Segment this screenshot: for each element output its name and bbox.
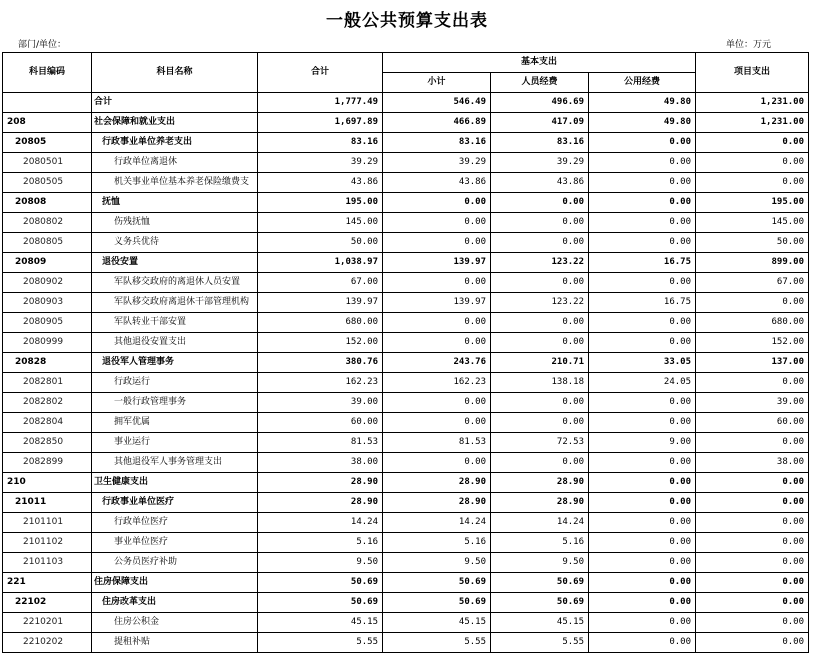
subtotal-cell[interactable]: 162.23 <box>383 373 491 393</box>
personnel-cell[interactable]: 43.86 <box>491 173 589 193</box>
table-row[interactable] <box>3 293 809 313</box>
public-cell[interactable]: 0.00 <box>589 413 696 433</box>
project-cell[interactable]: 145.00 <box>696 213 809 233</box>
subtotal-cell[interactable]: 0.00 <box>383 313 491 333</box>
subtotal-cell[interactable]: 0.00 <box>383 453 491 473</box>
subtotal-cell[interactable]: 14.24 <box>383 513 491 533</box>
public-cell[interactable]: 0.00 <box>589 593 696 613</box>
table-row[interactable] <box>3 213 809 233</box>
public-cell[interactable]: 0.00 <box>589 233 696 253</box>
total-cell[interactable]: 195.00 <box>258 193 383 213</box>
code-cell[interactable]: 2080805 <box>3 233 92 253</box>
total-cell[interactable]: 152.00 <box>258 333 383 353</box>
name-cell[interactable]: 其他退役安置支出 <box>92 333 258 353</box>
table-row[interactable] <box>3 253 809 273</box>
name-cell[interactable]: 伤残抚恤 <box>92 213 258 233</box>
name-cell[interactable]: 退役安置 <box>92 253 258 273</box>
personnel-cell[interactable]: 83.16 <box>491 133 589 153</box>
total-cell[interactable]: 39.00 <box>258 393 383 413</box>
personnel-cell[interactable]: 0.00 <box>491 233 589 253</box>
project-cell[interactable]: 0.00 <box>696 553 809 573</box>
total-cell[interactable]: 28.90 <box>258 493 383 513</box>
name-cell[interactable]: 军队转业干部安置 <box>92 313 258 333</box>
table-row[interactable] <box>3 273 809 293</box>
name-cell[interactable]: 义务兵优待 <box>92 233 258 253</box>
page-title: 一般公共预算支出表 <box>326 11 488 31</box>
subtotal-cell[interactable]: 28.90 <box>383 493 491 513</box>
subtotal-cell[interactable]: 0.00 <box>383 213 491 233</box>
subtotal-cell[interactable]: 50.69 <box>383 593 491 613</box>
header-code[interactable]: 科目编码 <box>3 53 92 93</box>
header-subtotal[interactable]: 小计 <box>383 73 491 93</box>
public-cell[interactable]: 0.00 <box>589 633 696 653</box>
project-cell[interactable]: 899.00 <box>696 253 809 273</box>
subtotal-cell[interactable]: 546.49 <box>383 93 491 113</box>
code-cell[interactable]: 20809 <box>3 253 92 273</box>
project-cell[interactable]: 1,231.00 <box>696 113 809 133</box>
project-cell[interactable]: 0.00 <box>696 633 809 653</box>
personnel-cell[interactable]: 50.69 <box>491 573 589 593</box>
table-row[interactable] <box>3 473 809 493</box>
subtotal-cell[interactable]: 0.00 <box>383 193 491 213</box>
public-cell[interactable]: 0.00 <box>589 553 696 573</box>
code-cell[interactable]: 2101102 <box>3 533 92 553</box>
subtotal-cell[interactable]: 9.50 <box>383 553 491 573</box>
total-cell[interactable]: 67.00 <box>258 273 383 293</box>
public-cell[interactable]: 0.00 <box>589 513 696 533</box>
table-row[interactable] <box>3 453 809 473</box>
header-name[interactable]: 科目名称 <box>92 53 258 93</box>
subtotal-cell[interactable]: 43.86 <box>383 173 491 193</box>
personnel-cell[interactable]: 5.55 <box>491 633 589 653</box>
project-cell[interactable]: 0.00 <box>696 513 809 533</box>
total-cell[interactable]: 380.76 <box>258 353 383 373</box>
personnel-cell[interactable]: 45.15 <box>491 613 589 633</box>
code-cell[interactable]: 2101103 <box>3 553 92 573</box>
name-cell[interactable]: 行政单位离退休 <box>92 153 258 173</box>
table-body <box>3 93 809 653</box>
total-cell[interactable]: 83.16 <box>258 133 383 153</box>
name-cell[interactable]: 行政事业单位养老支出 <box>92 133 258 153</box>
table-row[interactable] <box>3 133 809 153</box>
personnel-cell[interactable]: 28.90 <box>491 493 589 513</box>
subtotal-cell[interactable]: 81.53 <box>383 433 491 453</box>
total-cell[interactable]: 60.00 <box>258 413 383 433</box>
subtotal-cell[interactable]: 28.90 <box>383 473 491 493</box>
table-row[interactable] <box>3 393 809 413</box>
project-cell[interactable]: 680.00 <box>696 313 809 333</box>
project-cell[interactable]: 38.00 <box>696 453 809 473</box>
project-cell[interactable]: 0.00 <box>696 593 809 613</box>
table-row[interactable] <box>3 113 809 133</box>
name-cell[interactable]: 抚恤 <box>92 193 258 213</box>
total-cell[interactable]: 50.69 <box>258 593 383 613</box>
total-cell[interactable]: 680.00 <box>258 313 383 333</box>
name-cell[interactable]: 社会保障和就业支出 <box>92 113 258 133</box>
project-cell[interactable]: 50.00 <box>696 233 809 253</box>
header-total[interactable]: 合计 <box>258 53 383 93</box>
name-cell[interactable]: 军队移交政府的离退休人员安置 <box>92 273 258 293</box>
subtotal-cell[interactable]: 139.97 <box>383 253 491 273</box>
project-cell[interactable]: 0.00 <box>696 473 809 493</box>
total-cell[interactable]: 1,777.49 <box>258 93 383 113</box>
public-cell[interactable]: 0.00 <box>589 333 696 353</box>
code-cell[interactable] <box>3 93 92 113</box>
code-cell[interactable]: 20808 <box>3 193 92 213</box>
code-cell[interactable]: 2080501 <box>3 153 92 173</box>
public-cell[interactable]: 0.00 <box>589 393 696 413</box>
total-cell[interactable]: 50.00 <box>258 233 383 253</box>
name-cell[interactable]: 提租补贴 <box>92 633 258 653</box>
project-cell[interactable]: 67.00 <box>696 273 809 293</box>
public-cell[interactable]: 0.00 <box>589 213 696 233</box>
project-cell[interactable]: 0.00 <box>696 573 809 593</box>
subtotal-cell[interactable]: 243.76 <box>383 353 491 373</box>
public-cell[interactable]: 0.00 <box>589 193 696 213</box>
public-cell[interactable]: 24.05 <box>589 373 696 393</box>
code-cell[interactable]: 2080999 <box>3 333 92 353</box>
total-cell[interactable]: 162.23 <box>258 373 383 393</box>
name-cell[interactable]: 一般行政管理事务 <box>92 393 258 413</box>
name-cell[interactable]: 机关事业单位基本养老保险缴费支 <box>92 173 258 193</box>
code-cell[interactable]: 2082801 <box>3 373 92 393</box>
total-cell[interactable]: 9.50 <box>258 553 383 573</box>
code-cell[interactable]: 2082850 <box>3 433 92 453</box>
personnel-cell[interactable]: 14.24 <box>491 513 589 533</box>
code-cell[interactable]: 2080905 <box>3 313 92 333</box>
personnel-cell[interactable]: 417.09 <box>491 113 589 133</box>
project-cell[interactable]: 0.00 <box>696 613 809 633</box>
budget-table <box>2 52 809 653</box>
personnel-cell[interactable]: 0.00 <box>491 213 589 233</box>
name-cell[interactable]: 其他退役军人事务管理支出 <box>92 453 258 473</box>
public-cell[interactable]: 49.80 <box>589 113 696 133</box>
code-cell[interactable]: 208 <box>3 113 92 133</box>
code-cell[interactable]: 20828 <box>3 353 92 373</box>
table-row[interactable] <box>3 573 809 593</box>
public-cell[interactable]: 49.80 <box>589 93 696 113</box>
table-row[interactable] <box>3 153 809 173</box>
personnel-cell[interactable]: 0.00 <box>491 453 589 473</box>
public-cell[interactable]: 0.00 <box>589 273 696 293</box>
name-cell[interactable]: 住房保障支出 <box>92 573 258 593</box>
public-cell[interactable]: 0.00 <box>589 453 696 473</box>
total-cell[interactable]: 14.24 <box>258 513 383 533</box>
name-cell[interactable]: 住房公积金 <box>92 613 258 633</box>
total-cell[interactable]: 5.55 <box>258 633 383 653</box>
public-cell[interactable]: 16.75 <box>589 253 696 273</box>
personnel-cell[interactable]: 0.00 <box>491 273 589 293</box>
subtotal-cell[interactable]: 466.89 <box>383 113 491 133</box>
subtotal-cell[interactable]: 39.29 <box>383 153 491 173</box>
project-cell[interactable]: 0.00 <box>696 153 809 173</box>
project-cell[interactable]: 137.00 <box>696 353 809 373</box>
code-cell[interactable]: 2080802 <box>3 213 92 233</box>
code-cell[interactable]: 2210201 <box>3 613 92 633</box>
table-row[interactable] <box>3 353 809 373</box>
header-public[interactable]: 公用经费 <box>589 73 696 93</box>
subtotal-cell[interactable]: 50.69 <box>383 573 491 593</box>
total-cell[interactable]: 50.69 <box>258 573 383 593</box>
project-cell[interactable]: 195.00 <box>696 193 809 213</box>
table-row[interactable] <box>3 433 809 453</box>
subtotal-cell[interactable]: 0.00 <box>383 233 491 253</box>
project-cell[interactable]: 60.00 <box>696 413 809 433</box>
personnel-cell[interactable]: 9.50 <box>491 553 589 573</box>
subtotal-cell[interactable]: 0.00 <box>383 413 491 433</box>
project-cell[interactable]: 152.00 <box>696 333 809 353</box>
code-cell[interactable]: 2080903 <box>3 293 92 313</box>
total-cell[interactable]: 81.53 <box>258 433 383 453</box>
project-cell[interactable]: 39.00 <box>696 393 809 413</box>
code-cell[interactable]: 210 <box>3 473 92 493</box>
department-label: 部门/单位： <box>18 40 67 50</box>
unit-label: 单位：万元 <box>726 40 772 50</box>
personnel-cell[interactable]: 0.00 <box>491 333 589 353</box>
personnel-cell[interactable]: 0.00 <box>491 393 589 413</box>
project-cell[interactable]: 0.00 <box>696 533 809 553</box>
subtotal-cell[interactable]: 139.97 <box>383 293 491 313</box>
header-basic[interactable]: 基本支出 <box>383 53 696 73</box>
name-cell[interactable]: 事业运行 <box>92 433 258 453</box>
name-cell[interactable]: 合计 <box>92 93 258 113</box>
code-cell[interactable]: 2101101 <box>3 513 92 533</box>
code-cell[interactable]: 22102 <box>3 593 92 613</box>
subtotal-cell[interactable]: 5.16 <box>383 533 491 553</box>
subtotal-cell[interactable]: 0.00 <box>383 393 491 413</box>
personnel-cell[interactable]: 496.69 <box>491 93 589 113</box>
total-cell[interactable]: 39.29 <box>258 153 383 173</box>
code-cell[interactable]: 20805 <box>3 133 92 153</box>
name-cell[interactable]: 住房改革支出 <box>92 593 258 613</box>
subtotal-cell[interactable]: 45.15 <box>383 613 491 633</box>
name-cell[interactable]: 公务员医疗补助 <box>92 553 258 573</box>
personnel-cell[interactable]: 39.29 <box>491 153 589 173</box>
table-row[interactable] <box>3 173 809 193</box>
table-row[interactable] <box>3 533 809 553</box>
personnel-cell[interactable]: 0.00 <box>491 313 589 333</box>
table-row[interactable] <box>3 633 809 653</box>
public-cell[interactable]: 0.00 <box>589 153 696 173</box>
name-cell[interactable]: 事业单位医疗 <box>92 533 258 553</box>
code-cell[interactable]: 2210202 <box>3 633 92 653</box>
project-cell[interactable]: 0.00 <box>696 133 809 153</box>
code-cell[interactable]: 2082899 <box>3 453 92 473</box>
personnel-cell[interactable]: 123.22 <box>491 253 589 273</box>
table-row[interactable] <box>3 373 809 393</box>
public-cell[interactable]: 0.00 <box>589 133 696 153</box>
table-row[interactable] <box>3 493 809 513</box>
personnel-cell[interactable]: 138.18 <box>491 373 589 393</box>
public-cell[interactable]: 0.00 <box>589 573 696 593</box>
total-cell[interactable]: 28.90 <box>258 473 383 493</box>
table-row[interactable] <box>3 593 809 613</box>
table-row[interactable] <box>3 413 809 433</box>
name-cell[interactable]: 退役军人管理事务 <box>92 353 258 373</box>
personnel-cell[interactable]: 50.69 <box>491 593 589 613</box>
table-row[interactable] <box>3 93 809 113</box>
code-cell[interactable]: 2080505 <box>3 173 92 193</box>
total-cell[interactable]: 1,038.97 <box>258 253 383 273</box>
total-cell[interactable]: 5.16 <box>258 533 383 553</box>
subtotal-cell[interactable]: 0.00 <box>383 273 491 293</box>
project-cell[interactable]: 0.00 <box>696 173 809 193</box>
project-cell[interactable]: 0.00 <box>696 493 809 513</box>
code-cell[interactable]: 21011 <box>3 493 92 513</box>
project-cell[interactable]: 0.00 <box>696 373 809 393</box>
table-row[interactable] <box>3 333 809 353</box>
personnel-cell[interactable]: 5.16 <box>491 533 589 553</box>
name-cell[interactable]: 卫生健康支出 <box>92 473 258 493</box>
name-cell[interactable]: 军队移交政府离退休干部管理机构 <box>92 293 258 313</box>
total-cell[interactable]: 45.15 <box>258 613 383 633</box>
public-cell[interactable]: 0.00 <box>589 473 696 493</box>
table-row[interactable] <box>3 513 809 533</box>
public-cell[interactable]: 33.05 <box>589 353 696 373</box>
table-row[interactable] <box>3 553 809 573</box>
project-cell[interactable]: 1,231.00 <box>696 93 809 113</box>
subtotal-cell[interactable]: 0.00 <box>383 333 491 353</box>
public-cell[interactable]: 0.00 <box>589 613 696 633</box>
public-cell[interactable]: 0.00 <box>589 533 696 553</box>
code-cell[interactable]: 2082804 <box>3 413 92 433</box>
header-personnel[interactable]: 人员经费 <box>491 73 589 93</box>
personnel-cell[interactable]: 0.00 <box>491 413 589 433</box>
table-row[interactable] <box>3 233 809 253</box>
name-cell[interactable]: 行政事业单位医疗 <box>92 493 258 513</box>
table-row[interactable] <box>3 193 809 213</box>
header-project[interactable]: 项目支出 <box>696 53 809 93</box>
code-cell[interactable]: 2080902 <box>3 273 92 293</box>
project-cell[interactable]: 0.00 <box>696 293 809 313</box>
personnel-cell[interactable]: 123.22 <box>491 293 589 313</box>
public-cell[interactable]: 0.00 <box>589 493 696 513</box>
project-cell[interactable]: 0.00 <box>696 433 809 453</box>
total-cell[interactable]: 139.97 <box>258 293 383 313</box>
public-cell[interactable]: 9.00 <box>589 433 696 453</box>
code-cell[interactable]: 221 <box>3 573 92 593</box>
code-cell[interactable]: 2082802 <box>3 393 92 413</box>
public-cell[interactable]: 0.00 <box>589 313 696 333</box>
total-cell[interactable]: 38.00 <box>258 453 383 473</box>
personnel-cell[interactable]: 28.90 <box>491 473 589 493</box>
subtotal-cell[interactable]: 83.16 <box>383 133 491 153</box>
total-cell[interactable]: 1,697.89 <box>258 113 383 133</box>
personnel-cell[interactable]: 72.53 <box>491 433 589 453</box>
total-cell[interactable]: 145.00 <box>258 213 383 233</box>
subtotal-cell[interactable]: 5.55 <box>383 633 491 653</box>
public-cell[interactable]: 0.00 <box>589 173 696 193</box>
name-cell[interactable]: 拥军优属 <box>92 413 258 433</box>
personnel-cell[interactable]: 210.71 <box>491 353 589 373</box>
table-row[interactable] <box>3 613 809 633</box>
name-cell[interactable]: 行政单位医疗 <box>92 513 258 533</box>
name-cell[interactable]: 行政运行 <box>92 373 258 393</box>
total-cell[interactable]: 43.86 <box>258 173 383 193</box>
personnel-cell[interactable]: 0.00 <box>491 193 589 213</box>
table-row[interactable] <box>3 313 809 333</box>
public-cell[interactable]: 16.75 <box>589 293 696 313</box>
